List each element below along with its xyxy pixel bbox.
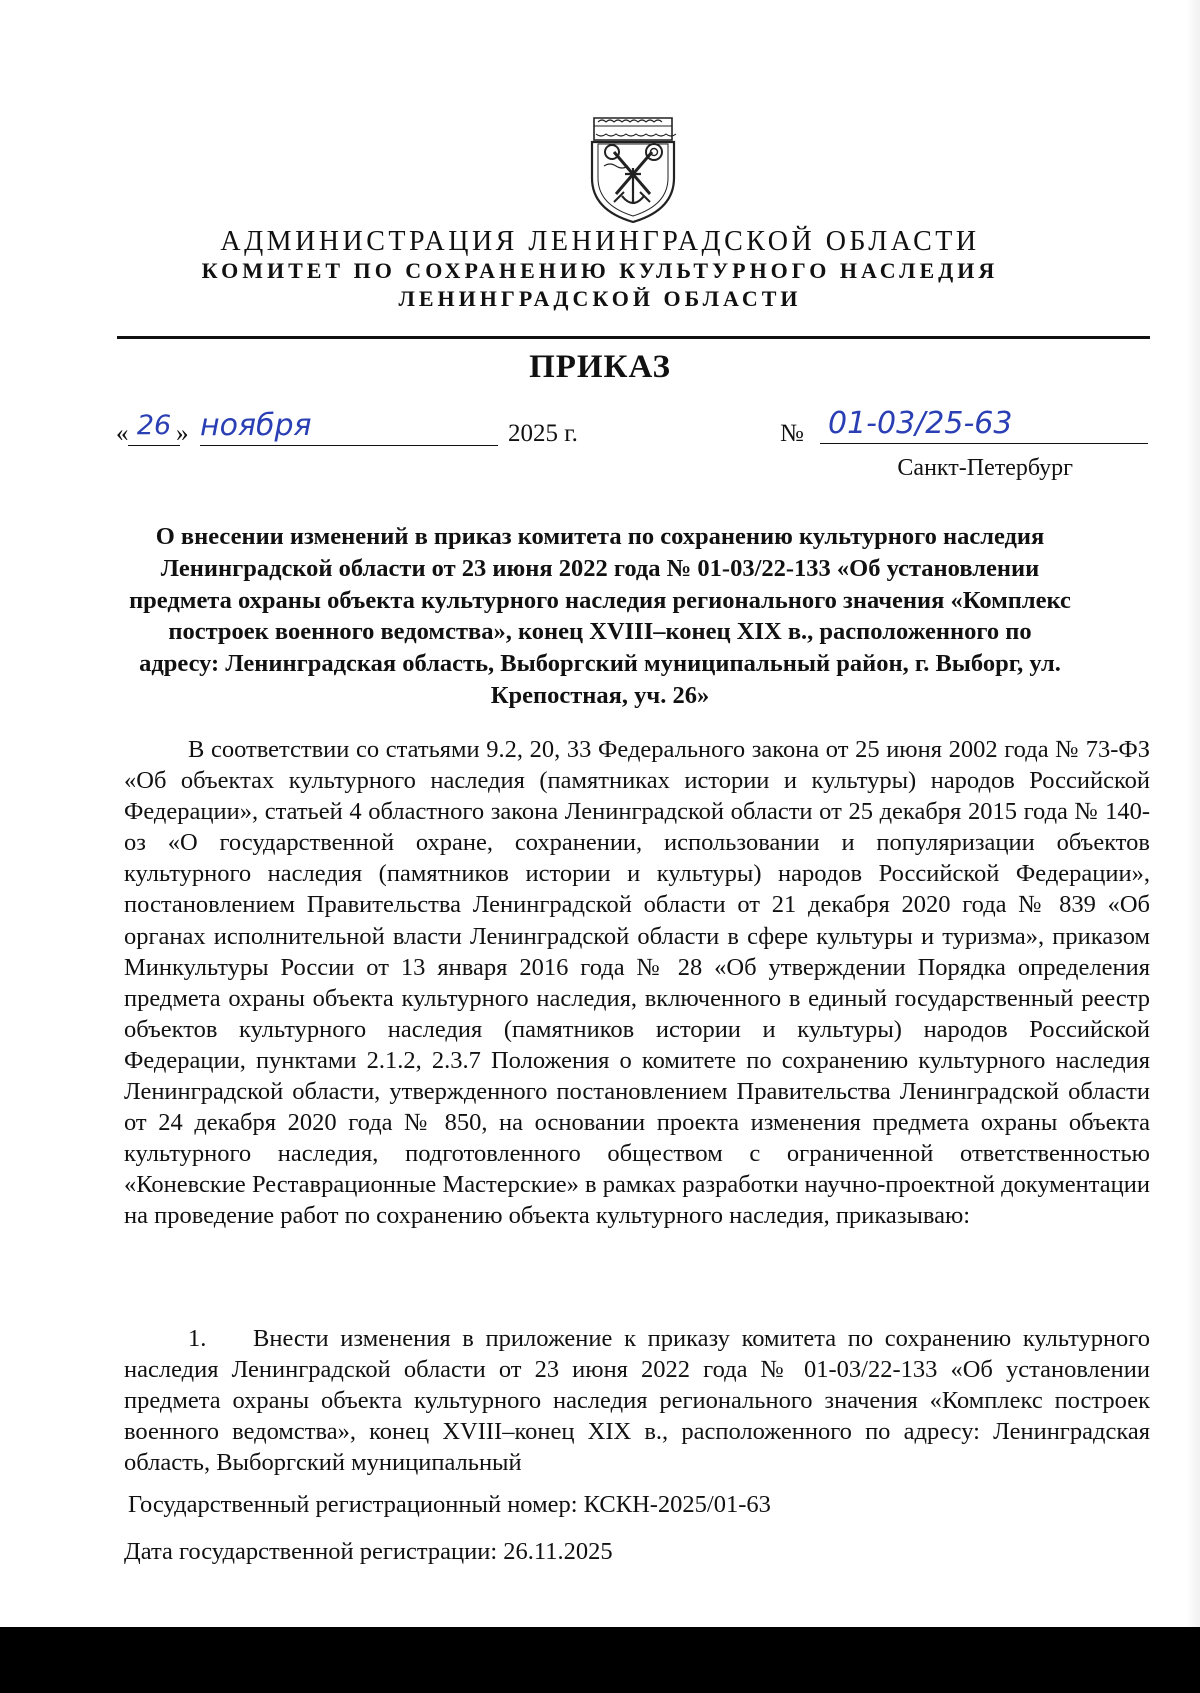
header-divider: [117, 336, 1150, 339]
number-sign: №: [780, 420, 804, 447]
date-month-handwritten: [200, 408, 498, 446]
date-year: 2025 г.: [508, 420, 578, 447]
order-date: [116, 408, 578, 448]
scan-edge-shadow: [1186, 0, 1200, 1627]
registration-date: Дата государственной регистрации: 26.11.2025: [124, 1538, 613, 1565]
city-name: Санкт-Петербург: [897, 455, 1073, 481]
committee-name-line1: КОМИТЕТ ПО СОХРАНЕНИЮ КУЛЬТУРНОГО НАСЛЕДИЯ: [201, 258, 999, 283]
date-quote-open: «: [116, 420, 129, 447]
order-heading: О внесении изменений в приказ комитета по сохранению культурного наследия Ленинградской области от 23 июня 2022 года № 01-03/22-133 «Об установлении предмета охраны объекта культурного наследия регионального значения «Комплекс построек военного ведомства», конец XVIII–конец XIX в., расположенного по адресу: Ленинградская область, Выборгский муниципальный район, г. Выборг, ул. Крепостная, уч. 26»: [129, 523, 1071, 709]
preamble-paragraph: В соответствии со статьями 9.2, 20, 33 Федерального закона от 25 июня 2002 года № 73-ФЗ «Об объектах культурного наследия (памятниках истории и культуры) народов Российской Федерации», статьей 4 областного закона Ленинградской области от 25 декабря 2015 года № 140-оз «О государственной охране, сохранении, использовании и популяризации объектов культурного наследия (памятников истории и культуры) народов Российской Федерации», постановлением Правительства Ленинградской области от 21 декабря 2020 года № 839 «Об органах исполнительной власти Ленинградской области в сфере культуры и туризма», приказом Минкультуры России от 13 января 2016 года № 28 «Об утверждении Порядка определения предмета охраны объекта культурного наследия, включенного в единый государственный реестр объектов культурного наследия (памятников истории и культуры) народов Российской Федерации, пунктами 2.1.2, 2.3.7 Положения о комитете по сохранению культурного наследия Ленинградской области, утвержденного постановлением Правительства Ленинградской области от 24 декабря 2020 года № 850, на основании проекта изменения предмета охраны объекта культурного наследия, подготовленного обществом с ограниченной ответственностью «Коневские Реставрационные Мастерские» в рамках разработки научно-проектной документации на проведение работ по сохранению объекта культурного наследия, приказываю:: [124, 736, 1150, 1230]
registration-number: Государственный регистрационный номер: КСКН-2025/01-63: [128, 1491, 771, 1518]
organization-name: АДМИНИСТРАЦИЯ ЛЕНИНГРАДСКОЙ ОБЛАСТИ: [220, 226, 980, 257]
committee-name-line2: ЛЕНИНГРАДСКОЙ ОБЛАСТИ: [398, 286, 802, 311]
item-text: Внести изменения в приложение к приказу комитета по сохранению культурного наследия Ленинградской области от 23 июня 2022 года № 01-03/22-133 «Об установлении предмета охраны объекта культурного наследия регионального значения «Комплекс построек военного ведомства», конец XVIII–конец XIX в., расположенного по адресу: Ленинградская область, Выборгский муниципальный: [124, 1325, 1150, 1477]
scan-bottom-border: [0, 1627, 1200, 1693]
order-item-1: [124, 1323, 1150, 1478]
date-month-text: ноября: [200, 408, 312, 443]
order-number: [780, 406, 1150, 448]
document-type-title: ПРИКАЗ: [529, 349, 671, 385]
item-number: 1.: [188, 1325, 207, 1352]
coat-of-arms-icon: [584, 112, 682, 224]
date-day-handwritten: 26: [128, 410, 180, 446]
order-number-handwritten: 01-03/25-63: [820, 406, 1148, 444]
date-quote-close: »: [176, 420, 189, 447]
